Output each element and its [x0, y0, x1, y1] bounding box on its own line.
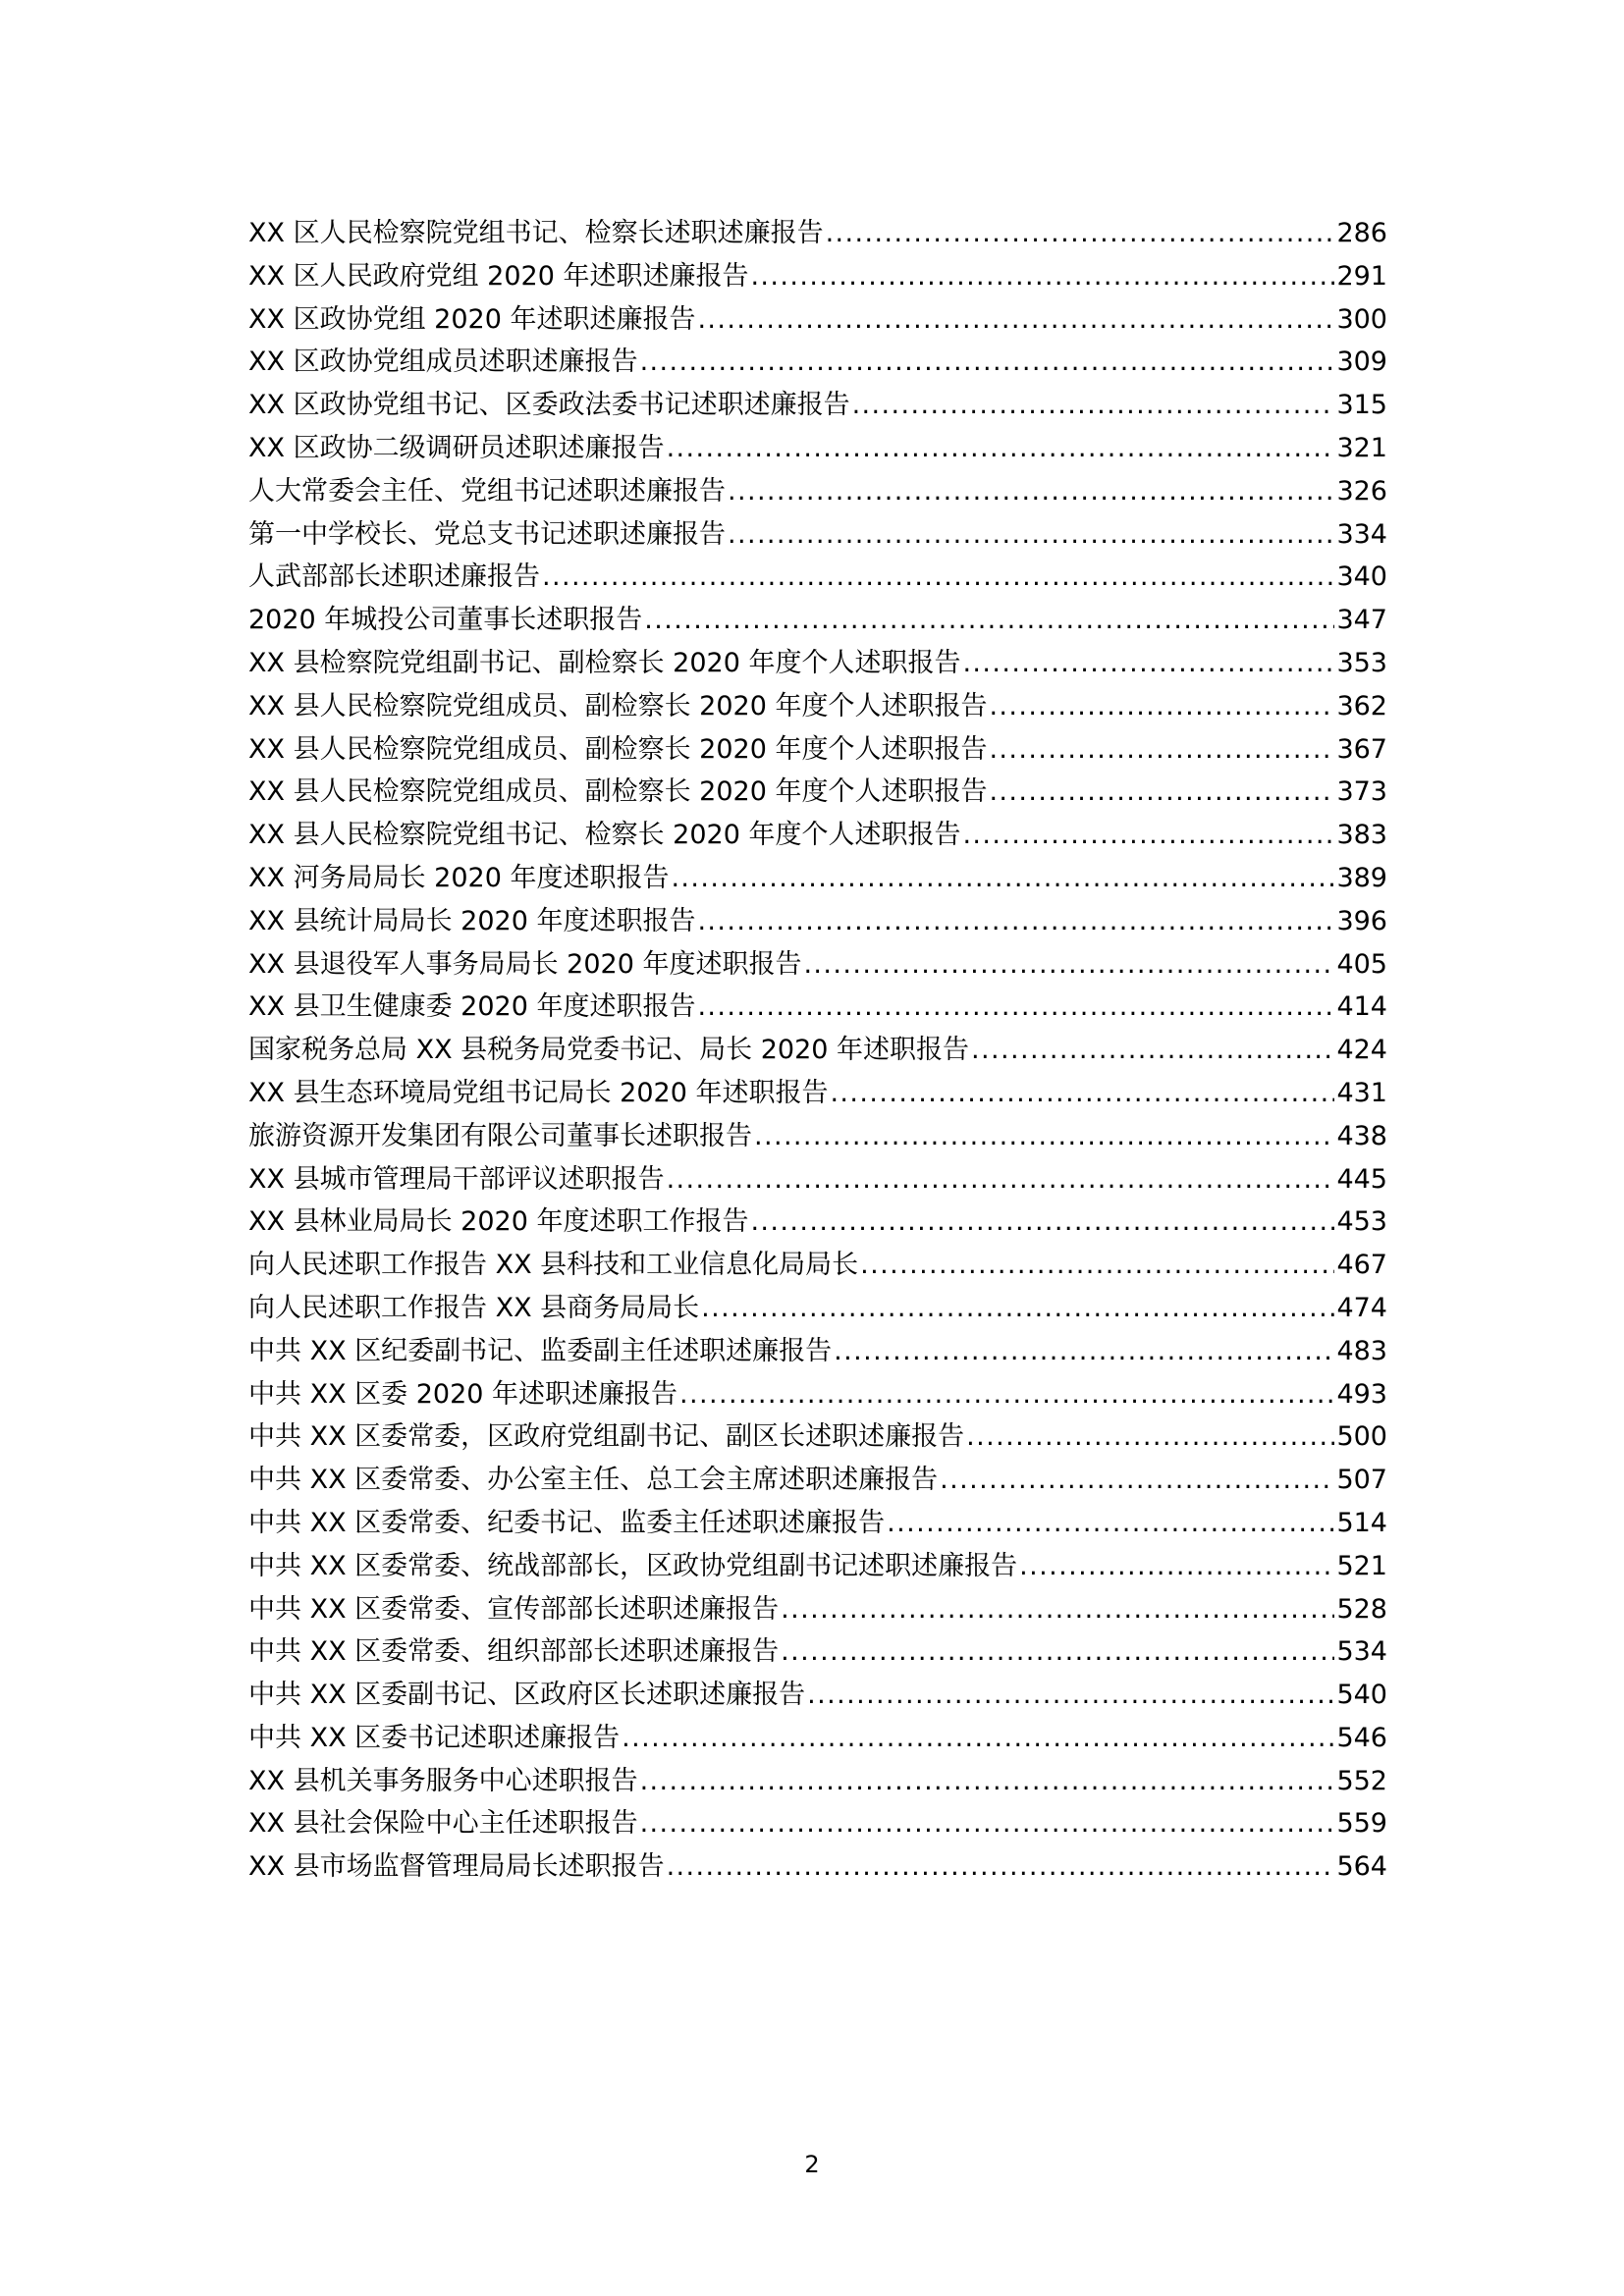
toc-entry[interactable]	[248, 298, 1387, 342]
toc-entry[interactable]	[248, 771, 1387, 814]
toc-leader-dots	[781, 1588, 1334, 1631]
toc-leader-dots	[640, 1760, 1335, 1803]
toc-entry-page: 483	[1336, 1335, 1387, 1366]
toc-entry-title: 中共 XX 区纪委副书记、监委副主任述职述廉报告	[248, 1335, 833, 1366]
toc-entry[interactable]	[248, 1415, 1387, 1459]
toc-entry-title: XX 县生态环境局党组书记局长 2020 年述职报告	[248, 1077, 829, 1108]
toc-entry-page: 474	[1336, 1292, 1387, 1323]
toc-leader-dots	[962, 814, 1334, 857]
toc-leader-dots	[1019, 1545, 1334, 1588]
toc-entry[interactable]	[248, 1760, 1387, 1803]
toc-entry-title: XX 县人民检察院党组成员、副检察长 2020 年度个人述职报告	[248, 690, 988, 721]
table-of-contents	[248, 212, 1387, 1889]
toc-entry[interactable]	[248, 1717, 1387, 1760]
toc-entry-title: XX 区人民政府党组 2020 年述职述廉报告	[248, 260, 749, 292]
toc-entry-title: XX 县城市管理局干部评议述职报告	[248, 1163, 665, 1195]
toc-leader-dots	[640, 341, 1335, 384]
toc-entry[interactable]	[248, 341, 1387, 384]
toc-entry-title: 中共 XX 区委常委、统战部部长，区政协党组副书记述职述廉报告	[248, 1550, 1018, 1581]
toc-entry-page: 546	[1336, 1722, 1387, 1753]
toc-leader-dots	[887, 1502, 1334, 1545]
toc-entry[interactable]	[248, 814, 1387, 857]
toc-entry[interactable]	[248, 513, 1387, 557]
toc-entry-title: 中共 XX 区委常委、纪委书记、监委主任述职述廉报告	[248, 1507, 886, 1538]
toc-entry-page: 321	[1336, 432, 1387, 463]
toc-entry-page: 373	[1336, 776, 1387, 808]
toc-entry[interactable]	[248, 470, 1387, 513]
toc-entry-page: 445	[1336, 1163, 1387, 1195]
toc-leader-dots	[989, 728, 1334, 772]
toc-entry-title: XX 区人民检察院党组书记、检察长述职述廉报告	[248, 218, 824, 248]
toc-entry-page: 438	[1336, 1120, 1387, 1151]
toc-entry[interactable]	[248, 1674, 1387, 1717]
toc-entry-page: 347	[1336, 605, 1387, 636]
toc-entry[interactable]	[248, 1459, 1387, 1502]
toc-leader-dots	[667, 1845, 1335, 1889]
toc-leader-dots	[966, 1415, 1334, 1459]
toc-leader-dots	[697, 900, 1334, 943]
toc-entry-page: 315	[1336, 390, 1387, 421]
toc-entry-title: 中共 XX 区委副书记、区政府区长述职述廉报告	[248, 1680, 806, 1711]
toc-entry[interactable]	[248, 728, 1387, 772]
toc-leader-dots	[701, 1287, 1334, 1330]
toc-leader-dots	[962, 642, 1334, 685]
toc-entry-page: 405	[1336, 948, 1387, 980]
toc-entry-page: 514	[1336, 1507, 1387, 1538]
toc-leader-dots	[826, 212, 1335, 255]
toc-leader-dots	[697, 986, 1334, 1029]
toc-entry-page: 367	[1336, 733, 1387, 765]
toc-entry-page: 559	[1336, 1808, 1387, 1840]
toc-entry-page: 493	[1336, 1378, 1387, 1410]
toc-leader-dots	[679, 1373, 1334, 1416]
toc-leader-dots	[728, 513, 1334, 557]
toc-entry[interactable]	[248, 1630, 1387, 1674]
toc-entry-title: 人武部部长述职述廉报告	[248, 561, 540, 593]
toc-entry[interactable]	[248, 1072, 1387, 1115]
toc-entry-title: XX 区政协二级调研员述职述廉报告	[248, 432, 665, 463]
toc-entry[interactable]	[248, 1802, 1387, 1845]
toc-entry[interactable]	[248, 685, 1387, 728]
toc-leader-dots	[803, 943, 1334, 987]
toc-entry-page: 507	[1336, 1465, 1387, 1496]
toc-entry-page: 500	[1336, 1421, 1387, 1453]
toc-leader-dots	[728, 470, 1334, 513]
toc-entry-title: XX 县机关事务服务中心述职报告	[248, 1765, 638, 1796]
toc-entry-title: XX 区政协党组 2020 年述职述廉报告	[248, 303, 696, 335]
toc-entry-page: 383	[1336, 820, 1387, 851]
toc-entry[interactable]	[248, 212, 1387, 255]
toc-leader-dots	[781, 1630, 1334, 1674]
toc-entry-page: 528	[1336, 1593, 1387, 1625]
toc-entry-title: 中共 XX 区委 2020 年述职述廉报告	[248, 1378, 678, 1410]
toc-entry-page: 362	[1336, 690, 1387, 721]
toc-entry[interactable]	[248, 1244, 1387, 1287]
toc-entry-page: 340	[1336, 561, 1387, 593]
toc-entry-title: XX 区政协党组书记、区委政法委书记述职述廉报告	[248, 390, 850, 421]
toc-entry[interactable]	[248, 1029, 1387, 1072]
toc-entry-page: 552	[1336, 1765, 1387, 1796]
toc-entry-page: 309	[1336, 347, 1387, 378]
toc-entry-page: 326	[1336, 475, 1387, 507]
toc-leader-dots	[940, 1459, 1334, 1502]
toc-entry-title: XX 县统计局局长 2020 年度述职报告	[248, 905, 696, 936]
toc-entry[interactable]	[248, 1287, 1387, 1330]
toc-entry[interactable]	[248, 556, 1387, 599]
toc-leader-dots	[542, 556, 1334, 599]
toc-entry-page: 564	[1336, 1851, 1387, 1883]
toc-entry-page: 453	[1336, 1206, 1387, 1238]
toc-entry-title: XX 县退役军人事务局局长 2020 年度述职报告	[248, 948, 802, 980]
toc-entry-title: 国家税务总局 XX 县税务局党委书记、局长 2020 年述职报告	[248, 1035, 970, 1066]
toc-entry-page: 540	[1336, 1680, 1387, 1711]
toc-leader-dots	[622, 1717, 1334, 1760]
toc-leader-dots	[750, 255, 1334, 298]
toc-entry-title: XX 县林业局局长 2020 年度述职工作报告	[248, 1206, 749, 1238]
toc-leader-dots	[852, 384, 1335, 427]
toc-entry-title: 向人民述职工作报告 XX 县商务局局长	[248, 1292, 700, 1323]
toc-entry[interactable]	[248, 1158, 1387, 1201]
toc-entry-title: 旅游资源开发集团有限公司董事长述职报告	[248, 1120, 752, 1151]
toc-entry-page: 334	[1336, 518, 1387, 550]
toc-leader-dots	[754, 1115, 1334, 1158]
toc-leader-dots	[971, 1029, 1334, 1072]
toc-entry-title: XX 县人民检察院党组成员、副检察长 2020 年度个人述职报告	[248, 776, 988, 808]
toc-leader-dots	[807, 1674, 1334, 1717]
toc-entry-page: 300	[1336, 303, 1387, 335]
toc-entry[interactable]	[248, 1588, 1387, 1631]
toc-entry-page: 431	[1336, 1077, 1387, 1108]
toc-leader-dots	[830, 1072, 1334, 1115]
toc-entry[interactable]	[248, 1115, 1387, 1158]
toc-entry[interactable]	[248, 1845, 1387, 1889]
toc-entry[interactable]	[248, 986, 1387, 1029]
toc-entry[interactable]	[248, 1545, 1387, 1588]
toc-entry[interactable]	[248, 255, 1387, 298]
toc-entry[interactable]	[248, 1330, 1387, 1373]
toc-entry-page: 414	[1336, 991, 1387, 1023]
toc-entry[interactable]	[248, 427, 1387, 470]
toc-leader-dots	[860, 1244, 1334, 1287]
toc-entry-title: XX 区政协党组成员述职述廉报告	[248, 347, 638, 378]
toc-entry-title: XX 县市场监督管理局局长述职报告	[248, 1851, 665, 1883]
toc-leader-dots	[834, 1330, 1334, 1373]
toc-entry[interactable]	[248, 900, 1387, 943]
toc-entry-page: 521	[1336, 1550, 1387, 1581]
toc-entry-title: XX 县人民检察院党组书记、检察长 2020 年度个人述职报告	[248, 820, 961, 851]
toc-entry-title: XX 县社会保险中心主任述职报告	[248, 1808, 638, 1840]
toc-entry[interactable]	[248, 857, 1387, 900]
toc-leader-dots	[989, 685, 1334, 728]
toc-entry-title: 中共 XX 区委常委、办公室主任、总工会主席述职述廉报告	[248, 1465, 939, 1496]
toc-entry-title: 中共 XX 区委常委、宣传部部长述职述廉报告	[248, 1593, 780, 1625]
toc-entry-title: XX 县人民检察院党组成员、副检察长 2020 年度个人述职报告	[248, 733, 988, 765]
toc-entry-title: 第一中学校长、党总支书记述职述廉报告	[248, 518, 726, 550]
toc-entry-title: XX 县检察院党组副书记、副检察长 2020 年度个人述职报告	[248, 647, 961, 678]
toc-entry-page: 424	[1336, 1035, 1387, 1066]
toc-leader-dots	[644, 599, 1334, 642]
toc-entry-title: 2020 年城投公司董事长述职报告	[248, 605, 643, 636]
toc-entry[interactable]	[248, 1502, 1387, 1545]
toc-entry[interactable]	[248, 1373, 1387, 1416]
toc-leader-dots	[640, 1802, 1335, 1845]
toc-entry-title: 人大常委会主任、党组书记述职述廉报告	[248, 475, 726, 507]
toc-leader-dots	[750, 1201, 1334, 1244]
toc-entry-page: 467	[1336, 1250, 1387, 1281]
toc-entry-page: 291	[1336, 260, 1387, 292]
toc-entry-title: 中共 XX 区委常委，区政府党组副书记、副区长述职述廉报告	[248, 1421, 965, 1453]
toc-entry-page: 396	[1336, 905, 1387, 936]
page-number: 2	[804, 2151, 820, 2178]
toc-leader-dots	[989, 771, 1334, 814]
toc-entry-title: 向人民述职工作报告 XX 县科技和工业信息化局局长	[248, 1250, 859, 1281]
toc-entry[interactable]	[248, 1201, 1387, 1244]
toc-entry[interactable]	[248, 943, 1387, 987]
toc-entry-title: XX 河务局局长 2020 年度述职报告	[248, 862, 670, 893]
toc-entry-title: 中共 XX 区委书记述职述廉报告	[248, 1722, 621, 1753]
toc-entry-page: 534	[1336, 1636, 1387, 1668]
toc-entry[interactable]	[248, 599, 1387, 642]
toc-entry-page: 286	[1336, 218, 1387, 248]
toc-entry-title: 中共 XX 区委常委、组织部部长述职述廉报告	[248, 1636, 780, 1668]
toc-leader-dots	[671, 857, 1334, 900]
toc-entry-page: 353	[1336, 647, 1387, 678]
toc-entry[interactable]	[248, 642, 1387, 685]
toc-entry-page: 389	[1336, 862, 1387, 893]
toc-leader-dots	[667, 427, 1335, 470]
toc-entry[interactable]	[248, 384, 1387, 427]
toc-leader-dots	[667, 1158, 1335, 1201]
toc-leader-dots	[697, 298, 1334, 342]
toc-entry-title: XX 县卫生健康委 2020 年度述职报告	[248, 991, 696, 1023]
